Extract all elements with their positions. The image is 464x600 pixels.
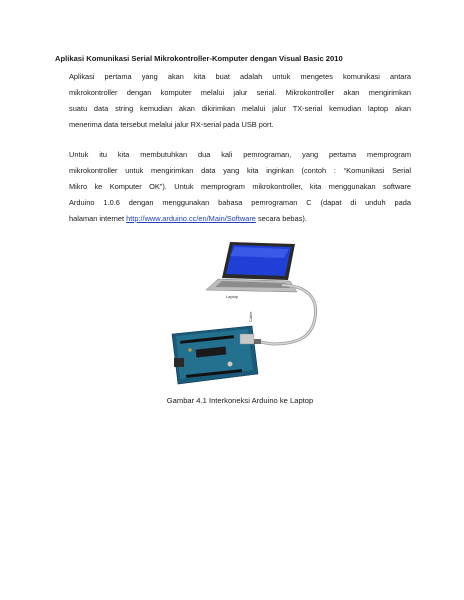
figure-caption: Gambar 4.1 Interkoneksi Arduino ke Laptop <box>166 396 314 405</box>
paragraph-1 <box>69 69 411 133</box>
paragraph-2-line <box>69 211 411 227</box>
arduino-capacitor <box>228 362 233 367</box>
arduino-laptop-figure <box>160 238 320 388</box>
arduino-laptop-illustration <box>160 238 320 388</box>
arduino-crystal <box>188 348 191 351</box>
paragraph-2-line: mikrokontroller untuk mengirimkan data yang kita inginkan (contoh : “Komunikasi Serial <box>69 166 411 175</box>
paragraph-1-line: mikrokontroller dengan komputer melalui jalur serial. Mikrokontroller akan mengirimkan <box>69 88 411 97</box>
paragraph-2 <box>69 147 411 227</box>
paragraph-1-line: Aplikasi pertama yang akan kita buat adalah untuk mengetes komunikasi antara <box>69 72 411 81</box>
cable-label: Cable <box>248 311 253 322</box>
paragraph-2-text: halaman internet <box>69 214 127 223</box>
paragraph-2-line: Untuk itu kita membutuhkan dua kali pemrograman, yang pertama memprogram <box>69 150 411 159</box>
paragraph-1-line: suatu data string kemudian akan dikirimkan melalui jalur TX-serial kemudian laptop akan <box>69 104 411 113</box>
laptop-label: Laptop <box>226 294 239 299</box>
paragraph-2-line: Mikro ke Komputer OK”). Untuk memprogram mikrokontroller, kita menggunakan software <box>69 182 411 191</box>
paragraph-2-text: secara bebas). <box>255 214 307 223</box>
paragraph-1-line: menerima data tersebut melalui jalur RX-serial pada USB port. <box>69 120 274 129</box>
arduino-power-jack <box>174 358 184 367</box>
usb-plug <box>254 339 261 344</box>
software-download-link[interactable]: http://www.arduino.cc/en/Main/Software <box>126 214 256 223</box>
paragraph-2-line: Arduino 1.0.6 dengan menggunakan bahasa pemrograman C (dapat di unduh pada <box>69 198 411 207</box>
arduino-usb-port <box>240 334 254 344</box>
section-heading: Aplikasi Komunikasi Serial Mikrokontroller-Komputer dengan Visual Basic 2010 <box>55 54 343 63</box>
